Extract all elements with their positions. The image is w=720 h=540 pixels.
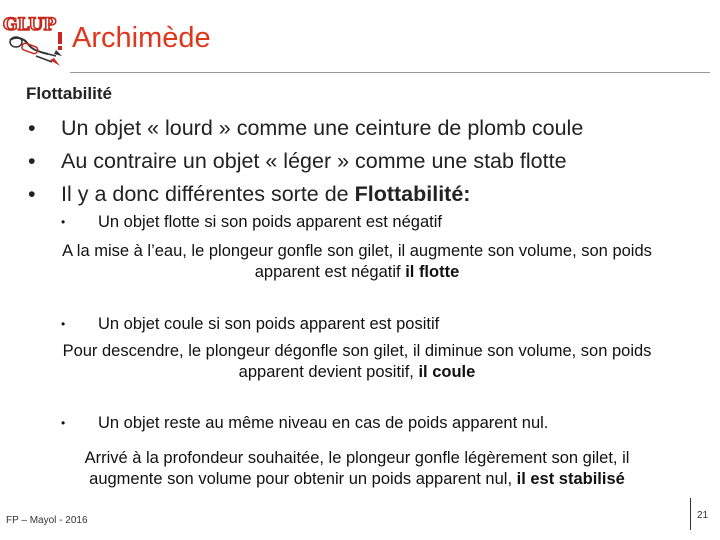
explanation-text: augmente son volume pour obtenir un poids apparent nul,: [89, 470, 517, 488]
bullet-marker: •: [61, 215, 66, 229]
page-number: 21: [697, 510, 709, 521]
footer-author: FP – Mayol - 2016: [6, 515, 88, 526]
explanation-bold: il est stabilisé: [516, 470, 625, 488]
title-divider: [70, 72, 710, 73]
case-heading-text: Un objet flotte si son poids apparent est négatif: [98, 213, 442, 231]
bullet-marker: •: [61, 416, 66, 430]
main-bullet-list: [24, 112, 714, 211]
bullet-text: [61, 178, 470, 211]
explanation-text: apparent est négatif: [254, 263, 406, 281]
explanation-line: Arrivé à la profondeur souhaitée, le plongeur gonfle légèrement son gilet, il: [84, 449, 630, 467]
explanation-bold: il coule: [418, 363, 476, 381]
page-title: Archimède: [72, 22, 211, 54]
case-heading-text: Un objet reste au même niveau en cas de poids apparent nul.: [98, 414, 549, 432]
explanation-text: apparent devient positif,: [238, 363, 419, 381]
bullet-marker: •: [28, 149, 36, 173]
explanation-line: A la mise à l’eau, le plongeur gonfle son gilet, il augmente son volume, son poids: [62, 242, 652, 260]
explanation-line: Pour descendre, le plongeur dégonfle son gilet, il diminue son volume, son poids: [62, 342, 652, 360]
list-item: [24, 112, 714, 145]
case-explanation-float: [20, 241, 694, 283]
diver-logo-icon: [2, 12, 64, 68]
bullet-marker: •: [28, 182, 36, 206]
bullet-marker: •: [61, 317, 66, 331]
case-explanation-stable: [20, 448, 694, 490]
explanation-line: [20, 469, 694, 490]
case-heading-text: Un objet coule si son poids apparent est positif: [98, 315, 440, 333]
case-explanation-sink: [20, 341, 694, 383]
bullet-text-bold: Flottabilité:: [354, 182, 471, 206]
list-item: [24, 178, 714, 211]
explanation-line: [20, 262, 694, 283]
bullet-text: Au contraire un objet « léger » comme une stab flotte: [61, 149, 567, 173]
footer-divider: [690, 498, 691, 530]
bullet-marker: •: [28, 116, 36, 140]
list-item: [24, 145, 714, 178]
explanation-bold: il flotte: [405, 263, 460, 281]
explanation-line: [20, 362, 694, 383]
logo-text: GLUP: [3, 15, 57, 35]
section-subtitle: Flottabilité: [26, 84, 112, 103]
bullet-text: Un objet « lourd » comme une ceinture de plomb coule: [61, 116, 584, 140]
bullet-text-regular: Il y a donc différentes sorte de: [61, 182, 355, 206]
